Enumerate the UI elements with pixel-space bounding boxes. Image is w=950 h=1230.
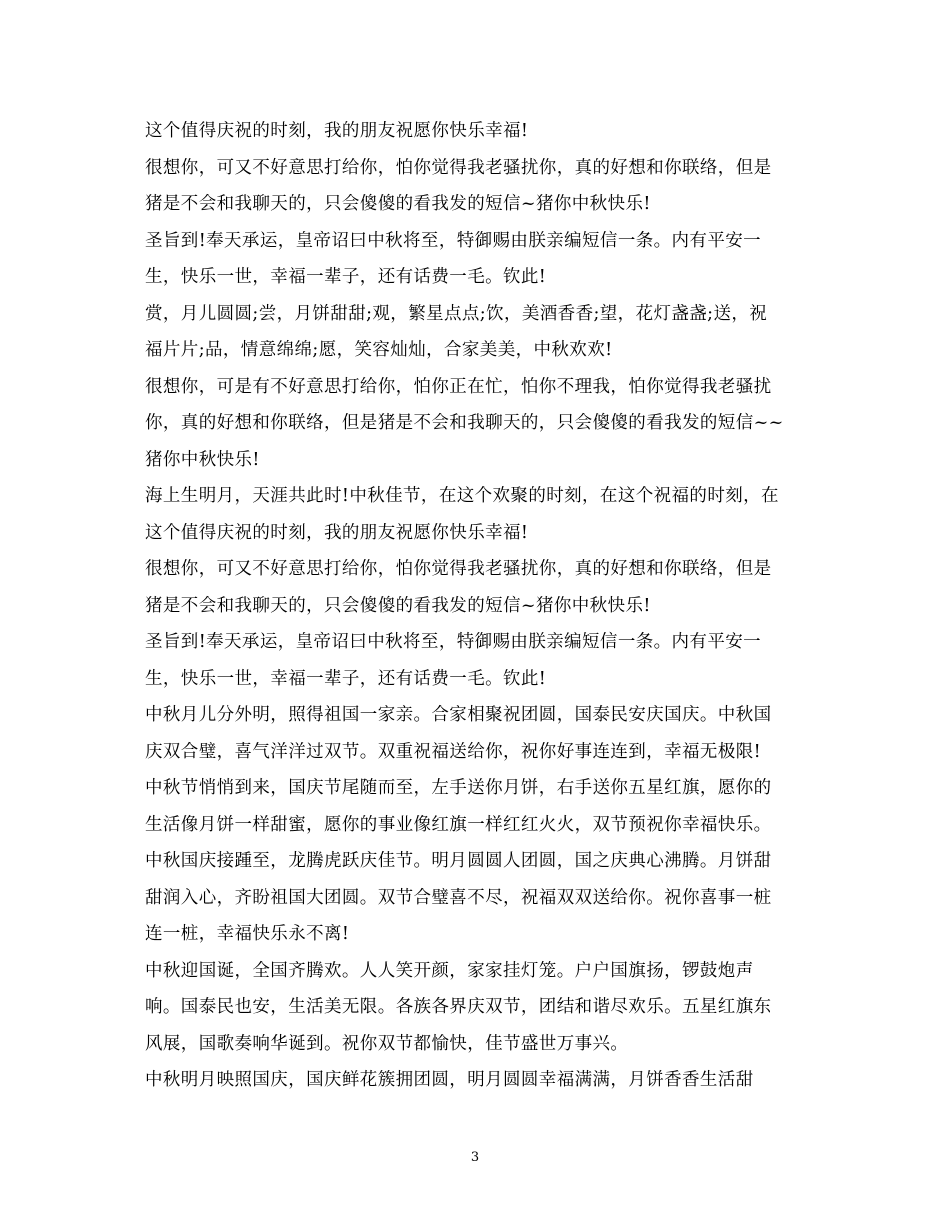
text-line: 庆双合璧，喜气洋洋过双节。双重祝福送给你，祝你好事连连到，幸福无极限! bbox=[145, 741, 762, 762]
text-line: 中秋迎国诞，全国齐腾欢。人人笑开颜，家家挂灯笼。户户国旗扬，锣鼓炮声 bbox=[145, 960, 754, 981]
text-line: 海上生明月，天涯共此时!中秋佳节，在这个欢聚的时刻，在这个祝福的时刻，在 bbox=[145, 486, 779, 506]
text-line: 生，快乐一世，幸福一辈子，还有话费一毛。钦此! bbox=[145, 668, 547, 689]
text-line: 风展，国歌奏响华诞到。祝你双节都愉快，佳节盛世万事兴。 bbox=[145, 1033, 629, 1054]
text-line: 响。国泰民也安，生活美无限。各族各界庆双节，团结和谐尽欢乐。五星红旗东 bbox=[145, 997, 772, 1017]
text-line: 圣旨到!奉天承运，皇帝诏曰中秋将至，特御赐由朕亲编短信一条。内有平安一 bbox=[145, 230, 762, 251]
text-line: 连一桩，幸福快乐永不离! bbox=[145, 924, 350, 944]
text-line: 中秋节悄悄到来，国庆节尾随而至，左手送你月饼，右手送你五星红旗，愿你的 bbox=[145, 778, 772, 798]
text-line: 很想你，可又不好意思打给你，怕你觉得我老骚扰你，真的好想和你联络，但是 bbox=[145, 157, 772, 178]
text-line: 甜润入心，齐盼祖国大团圆。双节合璧喜不尽，祝福双双送给你。祝你喜事一桩 bbox=[145, 887, 772, 908]
text-line: 很想你，可又不好意思打给你，怕你觉得我老骚扰你，真的好想和你联络，但是 bbox=[145, 559, 772, 579]
body-text bbox=[145, 113, 815, 1099]
text-line: 这个值得庆祝的时刻，我的朋友祝愿你快乐幸福! bbox=[145, 522, 529, 543]
text-line: 很想你，可是有不好意思打给你，怕你正在忙，怕你不理我，怕你觉得我老骚扰 bbox=[145, 376, 772, 397]
page-number: 3 bbox=[470, 1150, 480, 1165]
text-line: 你，真的好想和你联络，但是猪是不会和我聊天的，只会傻傻的看我发的短信~~ bbox=[145, 413, 784, 433]
text-line: 中秋明月映照国庆，国庆鲜花簇拥团圆，明月圆圆幸福满满，月饼香香生活甜 bbox=[145, 1070, 754, 1090]
text-line: 圣旨到!奉天承运，皇帝诏曰中秋将至，特御赐由朕亲编短信一条。内有平安一 bbox=[145, 632, 762, 652]
text-line: 生，快乐一世，幸福一辈子，还有话费一毛。钦此! bbox=[145, 267, 547, 287]
text-line: 赏，月儿圆圆;尝，月饼甜甜;观，繁星点点;饮，美酒香香;望，花灯盏盏;送，祝 bbox=[145, 303, 768, 324]
text-line: 生活像月饼一样甜蜜，愿你的事业像红旗一样红红火火，双节预祝你幸福快乐。 bbox=[145, 814, 772, 835]
text-line: 这个值得庆祝的时刻，我的朋友祝愿你快乐幸福! bbox=[145, 121, 529, 141]
text-line: 中秋国庆接踵至，龙腾虎跃庆佳节。明月圆圆人团圆，国之庆典心沸腾。月饼甜 bbox=[145, 851, 772, 871]
text-line: 猪是不会和我聊天的，只会傻傻的看我发的短信~猪你中秋快乐! bbox=[145, 595, 651, 616]
text-line: 福片片;品，情意绵绵;愿，笑容灿灿，合家美美，中秋欢欢! bbox=[145, 340, 613, 360]
text-line: 猪你中秋快乐! bbox=[145, 449, 260, 470]
text-line: 中秋月儿分外明，照得祖国一家亲。合家相聚祝团圆，国泰民安庆国庆。中秋国 bbox=[145, 705, 772, 725]
text-line: 猪是不会和我聊天的，只会傻傻的看我发的短信~猪你中秋快乐! bbox=[145, 194, 651, 214]
